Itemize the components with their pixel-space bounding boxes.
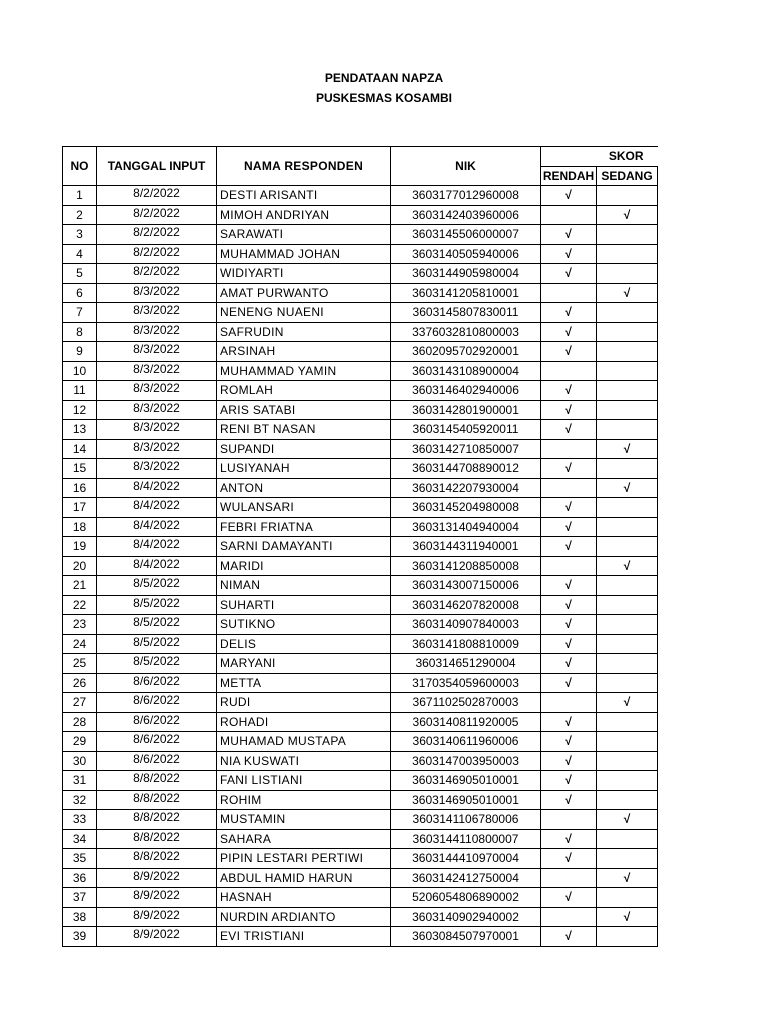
row-nik: 3603141208850008 [391,556,541,576]
header-no: NO [63,147,97,186]
row-nik: 3603142710850007 [391,439,541,459]
row-nik: 3603141205810001 [391,283,541,303]
respondent-table [62,146,658,947]
row-tanggal-input: 8/3/2022 [97,400,217,420]
header-tanggal-input: TANGGAL INPUT [97,147,217,186]
row-skor-rendah: √ [541,927,597,947]
row-skor-rendah: √ [541,498,597,518]
row-tanggal-input: 8/4/2022 [97,517,217,537]
row-no: 21 [63,576,97,596]
row-no: 27 [63,693,97,713]
row-nik: 3603144110800007 [391,829,541,849]
row-nik: 3602095702920001 [391,342,541,362]
row-tanggal-input: 8/5/2022 [97,654,217,674]
row-no: 36 [63,868,97,888]
row-tanggal-input: 8/3/2022 [97,322,217,342]
row-skor-sedang [597,322,658,342]
row-no: 7 [63,303,97,323]
row-skor-rendah: √ [541,771,597,791]
row-tanggal-input: 8/4/2022 [97,537,217,557]
row-nik: 3671102502870003 [391,693,541,713]
table-body [63,186,658,947]
row-skor-sedang [597,420,658,440]
row-nik: 3603145204980008 [391,498,541,518]
row-nama-responden: FEBRI FRIATNA [217,517,391,537]
row-skor-sedang [597,751,658,771]
row-skor-rendah: √ [541,654,597,674]
row-skor-sedang [597,400,658,420]
row-skor-rendah: √ [541,186,597,206]
row-nama-responden: ROMLAH [217,381,391,401]
row-skor-rendah: √ [541,576,597,596]
header-nik: NIK [391,147,541,186]
row-tanggal-input: 8/6/2022 [97,712,217,732]
table-row [63,829,658,849]
row-no: 16 [63,478,97,498]
row-skor-rendah [541,478,597,498]
row-tanggal-input: 8/3/2022 [97,381,217,401]
row-skor-sedang [597,303,658,323]
row-tanggal-input: 8/2/2022 [97,244,217,264]
row-no: 35 [63,849,97,869]
row-no: 18 [63,517,97,537]
row-nama-responden: METTA [217,673,391,693]
table-row [63,283,658,303]
row-skor-sedang [597,829,658,849]
row-nama-responden: DESTI ARISANTI [217,186,391,206]
row-no: 14 [63,439,97,459]
row-nama-responden: WULANSARI [217,498,391,518]
row-nama-responden: PIPIN LESTARI PERTIWI [217,849,391,869]
row-nama-responden: DELIS [217,634,391,654]
row-nik: 3603142412750004 [391,868,541,888]
row-skor-rendah [541,283,597,303]
row-skor-rendah [541,907,597,927]
row-skor-sedang [597,771,658,791]
row-skor-sedang: √ [597,907,658,927]
table-row [63,888,658,908]
table-row [63,361,658,381]
row-skor-rendah: √ [541,751,597,771]
row-skor-rendah: √ [541,517,597,537]
row-no: 28 [63,712,97,732]
row-nik: 3603145405920011 [391,420,541,440]
row-skor-sedang: √ [597,439,658,459]
table-row [63,693,658,713]
row-no: 12 [63,400,97,420]
row-nama-responden: NURDIN ARDIANTO [217,907,391,927]
table-row [63,849,658,869]
row-nik: 3603146905010001 [391,771,541,791]
row-skor-sedang [597,342,658,362]
row-no: 26 [63,673,97,693]
document-title: PENDATAAN NAPZA [324,71,444,85]
row-skor-rendah: √ [541,615,597,635]
row-tanggal-input: 8/3/2022 [97,459,217,479]
row-nik: 3603140505940006 [391,244,541,264]
row-no: 17 [63,498,97,518]
row-nama-responden: MUHAMAD MUSTAPA [217,732,391,752]
row-nik: 3603142403960006 [391,205,541,225]
row-nama-responden: MARIDI [217,556,391,576]
row-skor-sedang [597,537,658,557]
row-nik: 3603141808810009 [391,634,541,654]
row-nama-responden: FANI LISTIANI [217,771,391,791]
row-nama-responden: HASNAH [217,888,391,908]
row-skor-rendah: √ [541,264,597,284]
row-no: 19 [63,537,97,557]
row-skor-rendah [541,361,597,381]
row-skor-rendah: √ [541,888,597,908]
row-skor-sedang: √ [597,868,658,888]
row-skor-sedang [597,927,658,947]
row-skor-sedang [597,244,658,264]
row-tanggal-input: 8/3/2022 [97,439,217,459]
row-skor-sedang [597,576,658,596]
row-no: 13 [63,420,97,440]
header-skor: SKOR [541,147,658,167]
row-nik: 3603145506000007 [391,225,541,245]
row-skor-rendah: √ [541,712,597,732]
row-no: 20 [63,556,97,576]
row-skor-rendah: √ [541,732,597,752]
row-nama-responden: SUHARTI [217,595,391,615]
table-row [63,439,658,459]
row-skor-rendah: √ [541,537,597,557]
row-skor-sedang [597,790,658,810]
table-row [63,654,658,674]
row-no: 39 [63,927,97,947]
row-tanggal-input: 8/2/2022 [97,225,217,245]
row-skor-rendah [541,205,597,225]
row-no: 32 [63,790,97,810]
row-nik: 3376032810800003 [391,322,541,342]
row-no: 2 [63,205,97,225]
row-tanggal-input: 8/6/2022 [97,673,217,693]
row-nik: 3603144311940001 [391,537,541,557]
table-row [63,790,658,810]
row-nama-responden: ROHADI [217,712,391,732]
row-tanggal-input: 8/3/2022 [97,303,217,323]
table-row [63,225,658,245]
row-skor-sedang [597,361,658,381]
row-nama-responden: LUSIYANAH [217,459,391,479]
table-row [63,732,658,752]
row-no: 25 [63,654,97,674]
row-skor-sedang [597,498,658,518]
row-tanggal-input: 8/5/2022 [97,576,217,596]
row-no: 33 [63,810,97,830]
row-nama-responden: ROHIM [217,790,391,810]
row-tanggal-input: 8/5/2022 [97,615,217,635]
row-tanggal-input: 8/4/2022 [97,498,217,518]
row-skor-sedang: √ [597,810,658,830]
row-skor-rendah: √ [541,790,597,810]
row-no: 5 [63,264,97,284]
row-tanggal-input: 8/4/2022 [97,556,217,576]
row-no: 31 [63,771,97,791]
row-no: 10 [63,361,97,381]
row-no: 38 [63,907,97,927]
row-nama-responden: AMAT PURWANTO [217,283,391,303]
row-no: 24 [63,634,97,654]
table-row [63,712,658,732]
row-nama-responden: ANTON [217,478,391,498]
row-tanggal-input: 8/9/2022 [97,888,217,908]
header-nama-responden: NAMA RESPONDEN [217,147,391,186]
row-no: 8 [63,322,97,342]
row-no: 30 [63,751,97,771]
row-tanggal-input: 8/6/2022 [97,751,217,771]
row-nik: 3603146207820008 [391,595,541,615]
table-row [63,751,658,771]
row-no: 3 [63,225,97,245]
row-tanggal-input: 8/2/2022 [97,264,217,284]
row-no: 11 [63,381,97,401]
row-skor-sedang [597,712,658,732]
row-skor-sedang [597,517,658,537]
row-nama-responden: ABDUL HAMID HARUN [217,868,391,888]
row-no: 1 [63,186,97,206]
table-row [63,205,658,225]
table-row [63,186,658,206]
row-skor-sedang: √ [597,556,658,576]
row-skor-sedang [597,595,658,615]
row-nik: 3603140811920005 [391,712,541,732]
row-tanggal-input: 8/3/2022 [97,420,217,440]
row-skor-rendah: √ [541,244,597,264]
row-tanggal-input: 8/3/2022 [97,361,217,381]
table-row [63,420,658,440]
row-tanggal-input: 8/6/2022 [97,693,217,713]
row-nama-responden: MUHAMMAD YAMIN [217,361,391,381]
row-nama-responden: SAFRUDIN [217,322,391,342]
row-skor-rendah: √ [541,595,597,615]
table-row [63,556,658,576]
row-nik: 3603084507970001 [391,927,541,947]
table-row [63,868,658,888]
row-no: 9 [63,342,97,362]
table-row [63,810,658,830]
row-nama-responden: RUDI [217,693,391,713]
row-nama-responden: EVI TRISTIANI [217,927,391,947]
row-nama-responden: SUPANDI [217,439,391,459]
row-skor-sedang [597,264,658,284]
table-row [63,400,658,420]
row-no: 34 [63,829,97,849]
row-tanggal-input: 8/5/2022 [97,595,217,615]
row-skor-rendah: √ [541,381,597,401]
row-nik: 3603131404940004 [391,517,541,537]
row-nik: 3603146905010001 [391,790,541,810]
table-row [63,517,658,537]
row-skor-rendah [541,556,597,576]
row-skor-sedang: √ [597,205,658,225]
row-skor-sedang: √ [597,283,658,303]
row-nik: 3603140907840003 [391,615,541,635]
row-skor-rendah: √ [541,459,597,479]
row-skor-sedang: √ [597,693,658,713]
row-no: 22 [63,595,97,615]
table-row [63,478,658,498]
row-nama-responden: WIDIYARTI [217,264,391,284]
row-skor-sedang [597,732,658,752]
row-tanggal-input: 8/3/2022 [97,342,217,362]
row-nik: 3603142207930004 [391,478,541,498]
row-tanggal-input: 8/8/2022 [97,790,217,810]
document-subtitle: PUSKESMAS KOSAMBI [315,91,452,105]
row-skor-rendah [541,868,597,888]
row-skor-sedang [597,634,658,654]
row-skor-rendah: √ [541,829,597,849]
row-tanggal-input: 8/6/2022 [97,732,217,752]
table-row [63,576,658,596]
row-skor-rendah: √ [541,673,597,693]
row-skor-sedang [597,186,658,206]
table-row [63,634,658,654]
row-nama-responden: ARIS SATABI [217,400,391,420]
row-nik: 360314651290004 [391,654,541,674]
row-no: 23 [63,615,97,635]
row-skor-rendah [541,693,597,713]
row-tanggal-input: 8/3/2022 [97,283,217,303]
row-nik: 3603142801900001 [391,400,541,420]
row-skor-sedang [597,888,658,908]
row-nik: 3603146402940006 [391,381,541,401]
row-skor-sedang [597,849,658,869]
row-nik: 3603140902940002 [391,907,541,927]
row-nama-responden: SARNI DAMAYANTI [217,537,391,557]
row-tanggal-input: 8/8/2022 [97,810,217,830]
header-sedang: SEDANG [597,166,658,186]
row-nik: 3603140611960006 [391,732,541,752]
row-nik: 3603143108900004 [391,361,541,381]
row-nik: 3170354059600003 [391,673,541,693]
table-row [63,771,658,791]
row-nik: 5206054806890002 [391,888,541,908]
row-nik: 3603143007150006 [391,576,541,596]
row-skor-rendah: √ [541,400,597,420]
table-row [63,595,658,615]
row-tanggal-input: 8/5/2022 [97,634,217,654]
table-row [63,537,658,557]
row-no: 29 [63,732,97,752]
table-row [63,615,658,635]
row-tanggal-input: 8/2/2022 [97,205,217,225]
table-row [63,459,658,479]
row-nama-responden: SUTIKNO [217,615,391,635]
row-nama-responden: MIMOH ANDRIYAN [217,205,391,225]
row-nik: 3603147003950003 [391,751,541,771]
row-nama-responden: MARYANI [217,654,391,674]
row-nik: 3603145807830011 [391,303,541,323]
row-skor-rendah: √ [541,225,597,245]
row-nik: 3603144905980004 [391,264,541,284]
row-tanggal-input: 8/8/2022 [97,849,217,869]
row-skor-rendah [541,810,597,830]
table-row [63,381,658,401]
row-skor-sedang [597,673,658,693]
row-skor-rendah: √ [541,322,597,342]
table-row [63,673,658,693]
row-skor-sedang [597,225,658,245]
row-nik: 3603144410970004 [391,849,541,869]
row-nama-responden: NIMAN [217,576,391,596]
row-skor-sedang: √ [597,478,658,498]
row-tanggal-input: 8/8/2022 [97,771,217,791]
table-row [63,264,658,284]
row-skor-sedang [597,615,658,635]
table-row [63,907,658,927]
table-row [63,303,658,323]
row-nama-responden: SARAWATI [217,225,391,245]
row-nik: 3603177012960008 [391,186,541,206]
row-nama-responden: SAHARA [217,829,391,849]
table-row [63,498,658,518]
row-nama-responden: RENI BT NASAN [217,420,391,440]
row-no: 15 [63,459,97,479]
row-skor-rendah: √ [541,303,597,323]
table-row [63,342,658,362]
row-nik: 3603144708890012 [391,459,541,479]
row-no: 37 [63,888,97,908]
row-tanggal-input: 8/9/2022 [97,868,217,888]
row-skor-rendah: √ [541,342,597,362]
row-skor-sedang [597,459,658,479]
row-skor-rendah: √ [541,420,597,440]
row-skor-sedang [597,381,658,401]
row-tanggal-input: 8/9/2022 [97,907,217,927]
row-tanggal-input: 8/9/2022 [97,927,217,947]
row-tanggal-input: 8/8/2022 [97,829,217,849]
row-no: 4 [63,244,97,264]
row-no: 6 [63,283,97,303]
table-row [63,927,658,947]
header-rendah: RENDAH [541,166,597,186]
row-skor-rendah [541,439,597,459]
row-tanggal-input: 8/4/2022 [97,478,217,498]
row-skor-sedang [597,654,658,674]
row-nama-responden: MUHAMMAD JOHAN [217,244,391,264]
row-tanggal-input: 8/2/2022 [97,186,217,206]
row-skor-rendah: √ [541,634,597,654]
row-nik: 3603141106780006 [391,810,541,830]
table-row [63,322,658,342]
row-nama-responden: NIA KUSWATI [217,751,391,771]
table-row [63,244,658,264]
row-nama-responden: MUSTAMIN [217,810,391,830]
row-nama-responden: ARSINAH [217,342,391,362]
row-nama-responden: NENENG NUAENI [217,303,391,323]
row-skor-rendah: √ [541,849,597,869]
